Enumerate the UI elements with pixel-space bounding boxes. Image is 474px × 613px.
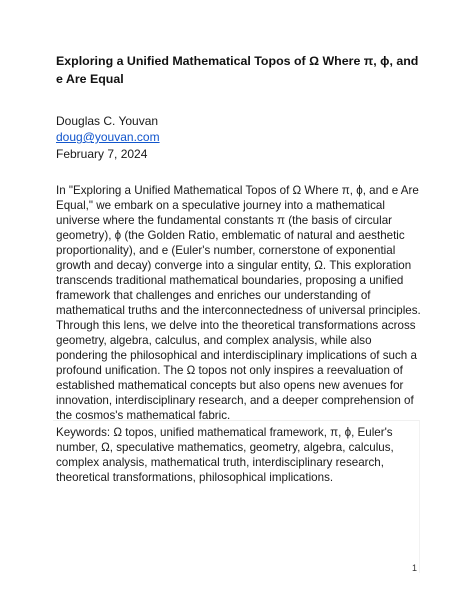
- page-number: 1: [411, 563, 417, 573]
- author-name: Douglas C. Youvan: [56, 114, 159, 128]
- abstract-paragraph: In "Exploring a Unified Mathematical Topos of Ω Where π, ϕ, and e Are Equal," we embark on a speculative journey into a mathematical universe where the fundamental constants π (the basis of circular geometry), ϕ (the Golden Ratio, emblematic of natural and aesthetic proportionality), and e (Euler's number, cornerstone of exponential growth and decay) converge into a singular entity, Ω. This exploration transcends traditional mathematical boundaries, proposing a unified framework that challenges and enriches our understanding of mathematical truths and the interconnectedness of universal principles. Through this lens, we delve into the theoretical transformations across geometry, algebra, calculus, and complex analysis, while also pondering the philosophical and interdisciplinary implications of such a profound unification. The Ω topos not only inspires a reevaluation of established mathematical concepts but also opens new avenues for innovation, interdisciplinary research, and a deeper comprehension of the cosmos's mathematical fabric.: [56, 184, 421, 422]
- paper-title: Exploring a Unified Mathematical Topos of Ω Where π, ϕ, and e Are Equal: [56, 54, 419, 86]
- publication-date: February 7, 2024: [56, 147, 148, 161]
- author-email-link[interactable]: doug@youvan.com: [56, 130, 160, 144]
- keywords-paragraph: Keywords: Ω topos, unified mathematical framework, π, ϕ, Euler's number, Ω, speculative mathematics, geometry, algebra, calculus, complex analysis, mathematical truth, interdisciplinary research, theoretical transformations, philosophical implications.: [56, 426, 394, 484]
